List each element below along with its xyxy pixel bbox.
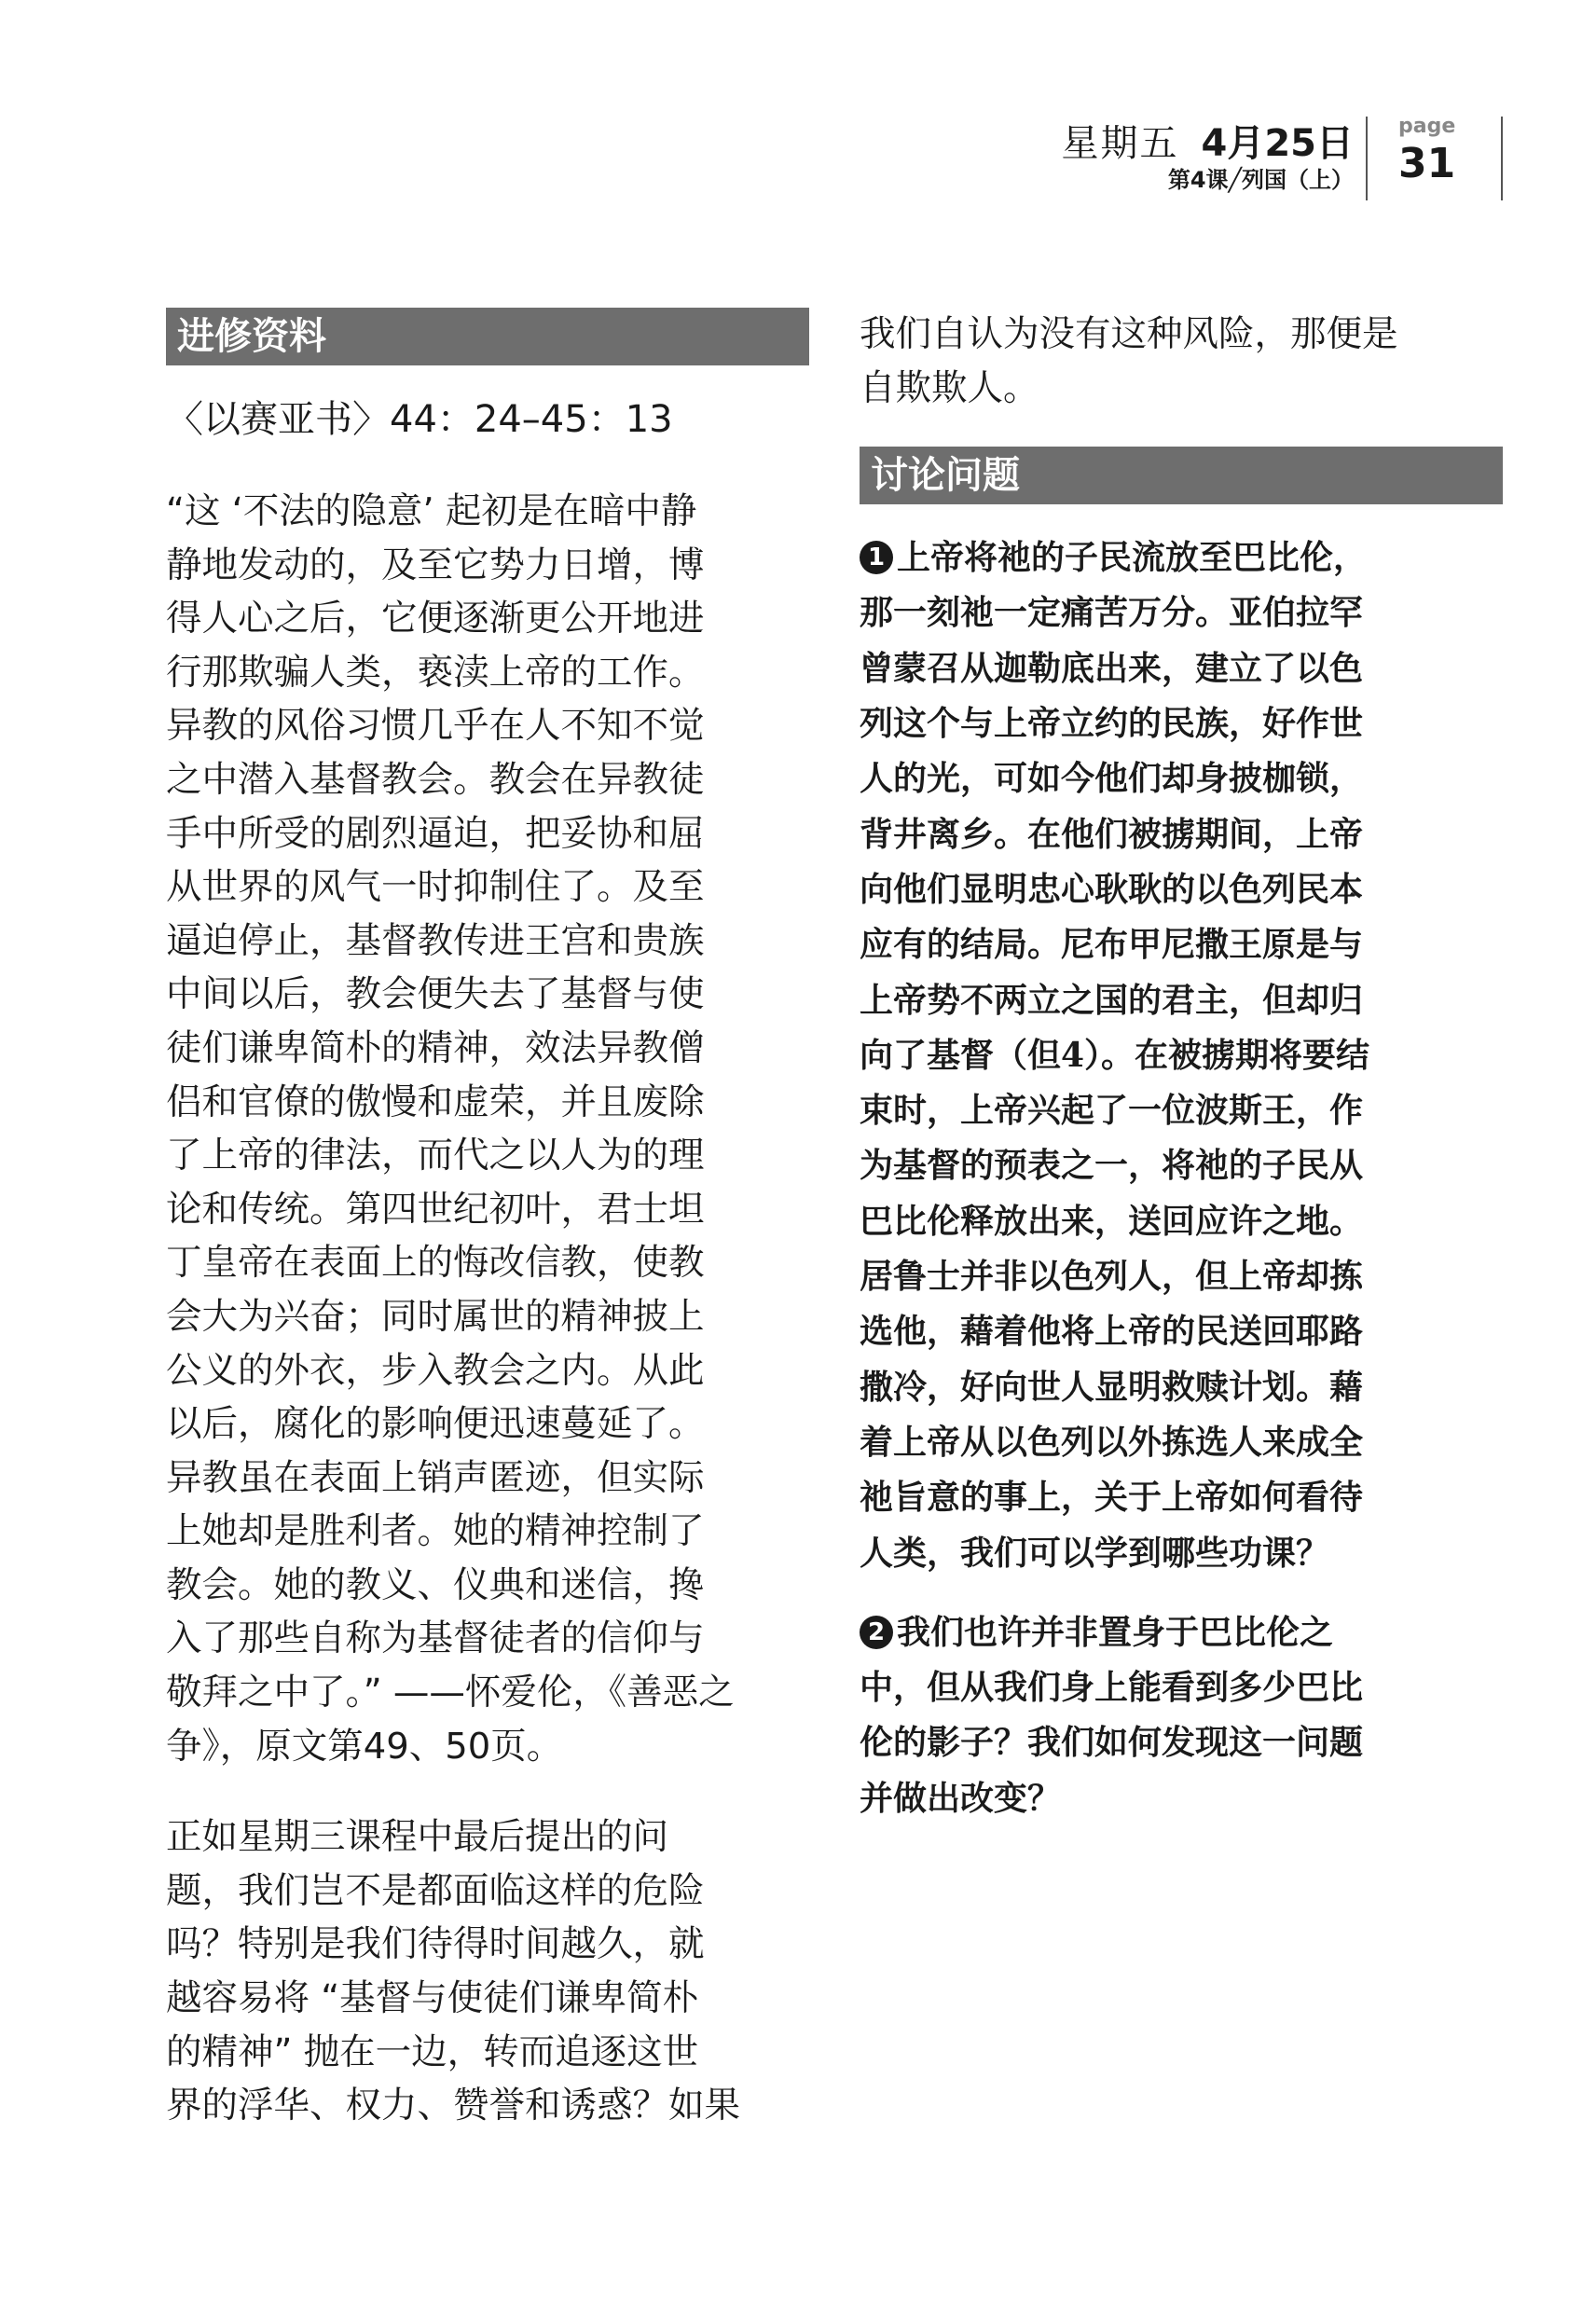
text-line: 教会。她的教义、仪典和迷信，搀 (166, 1563, 705, 1606)
text-line: 会大为兴奋；同时属世的精神披上 (166, 1295, 705, 1338)
text-line: 正如星期三课程中最后提出的问 (166, 1816, 669, 1859)
text-line: 伦的影子？我们如何发现这一问题 (860, 1723, 1364, 1763)
page-number: 31 (1398, 140, 1456, 187)
text-line: 入了那些自称为基督徒者的信仰与 (166, 1617, 705, 1660)
question-2 (860, 1605, 1503, 1826)
text-line: 丁皇帝在表面上的悔改信教，使教 (166, 1242, 705, 1285)
text-line: 巴比伦释放出来，送回应许之地。 (860, 1201, 1364, 1241)
text-line: 中，但从我们身上能看到多少巴比 (860, 1668, 1364, 1708)
text-line: 自欺欺人。 (860, 366, 1039, 409)
text-line: 手中所受的剧烈逼迫，把妥协和屈 (166, 812, 705, 855)
text-line: 着上帝从以色列以外拣选人来成全 (860, 1422, 1364, 1462)
text-line: 越容易将 “基督与使徒们谦卑简朴 (166, 1977, 699, 2020)
text-line: 了上帝的律法，而代之以人为的理 (166, 1135, 705, 1177)
text-line: 徒们谦卑简朴的精神，效法异教僧 (166, 1026, 705, 1069)
header-lesson: 第4课╱列国（上） (1167, 167, 1354, 193)
left-column (166, 308, 809, 2170)
text-line: 中间以后，教会便失去了基督与使 (166, 973, 705, 1016)
text-line: 上帝势不两立之国的君主，但却归 (860, 980, 1364, 1020)
text-line: 界的浮华、权力、赞誉和诱惑？如果 (166, 2085, 741, 2127)
text-line: 争》，原文第49、50页。 (166, 1725, 563, 1768)
text-line: “这 ‘不法的隐意’ 起初是在暗中静 (166, 490, 697, 532)
text-line: 公义的外衣，步入教会之内。从此 (166, 1349, 705, 1392)
question-1 (860, 530, 1503, 1581)
discussion-section-title: 讨论问题 (860, 447, 1503, 504)
text-line: 那一刻祂一定痛苦万分。亚伯拉罕 (860, 593, 1364, 633)
scripture-reference: 〈以赛亚书〉44：24–45：13 (166, 398, 673, 441)
text-line: 的精神” 抛在一边，转而追逐这世 (166, 2030, 699, 2073)
text-line: 我们也许并非置身于巴比伦之 (897, 1612, 1334, 1652)
text-line: 静地发动的，及至它势力日增，博 (166, 544, 705, 586)
text-line: 列这个与上帝立约的民族，好作世 (860, 704, 1364, 744)
text-line: 束时，上帝兴起了一位波斯王，作 (860, 1091, 1364, 1131)
text-line: 异教的风俗习惯几乎在人不知不觉 (166, 705, 705, 748)
text-line: 上她却是胜利者。她的精神控制了 (166, 1510, 705, 1553)
text-line: 之中潜入基督教会。教会在异教徒 (166, 758, 705, 801)
header-divider (1366, 117, 1368, 200)
text-line: 以后，腐化的影响便迅速蔓延了。 (166, 1403, 705, 1446)
quote-paragraph (166, 485, 809, 1773)
page-label: page (1398, 115, 1456, 138)
right-column (860, 308, 1503, 1851)
text-line: 曾蒙召从迦勒底出来，建立了以色 (860, 648, 1364, 688)
text-line: 为基督的预表之一，将祂的子民从 (860, 1146, 1364, 1186)
text-line: 向他们显明忠心耿耿的以色列民本 (860, 869, 1364, 909)
text-line: 应有的结局。尼布甲尼撒王原是与 (860, 925, 1364, 965)
text-line: 背井离乡。在他们被掳期间，上帝 (860, 814, 1364, 854)
text-line: 向了基督（但4）。在被掳期将要结 (860, 1035, 1370, 1075)
commentary-continuation (860, 308, 1503, 415)
header-weekday: 星期五 (1061, 122, 1179, 165)
text-line: 敬拜之中了。” ——怀爱伦，《善恶之 (166, 1672, 735, 1714)
text-line: 题，我们岂不是都面临这样的危险 (166, 1869, 705, 1912)
text-line: 并做出改变？ (860, 1778, 1062, 1818)
study-section-title: 进修资料 (166, 308, 809, 365)
text-line: 从世界的风气一时抑制住了。及至 (166, 866, 705, 909)
text-line: 人类，我们可以学到哪些功课？ (860, 1533, 1330, 1573)
text-line: 居鲁士并非以色列人，但上帝却拣 (860, 1257, 1364, 1297)
text-line: 异教虽在表面上销声匿迹，但实际 (166, 1456, 705, 1499)
text-line: 侣和官僚的傲慢和虚荣，并且废除 (166, 1080, 705, 1123)
text-line: 吗？特别是我们待得时间越久，就 (166, 1923, 705, 1966)
text-line: 我们自认为没有这种风险，那便是 (860, 313, 1398, 355)
text-line: 论和传统。第四世纪初叶，君士坦 (166, 1188, 705, 1231)
text-line: 得人心之后，它便逐渐更公开地进 (166, 598, 705, 640)
header-date: 4月25日 (1201, 122, 1354, 165)
commentary-paragraph (166, 1810, 809, 2133)
text-line: 人的光，可如今他们却身披枷锁， (860, 759, 1364, 799)
text-line: 祂旨意的事上，关于上帝如何看待 (860, 1478, 1364, 1518)
text-line: 撒冷，好向世人显明救赎计划。藉 (860, 1367, 1364, 1407)
question-number-badge: 2 (860, 1616, 893, 1649)
text-line: 选他，藉着他将上帝的民送回耶路 (860, 1312, 1364, 1352)
text-line: 逼迫停止，基督教传进王宫和贵族 (166, 919, 705, 962)
header-edge-divider (1501, 117, 1503, 200)
text-line: 上帝将祂的子民流放至巴比伦， (897, 538, 1368, 578)
text-line: 行那欺骗人类，亵渎上帝的工作。 (166, 651, 705, 694)
question-number-badge: 1 (860, 541, 893, 574)
page-header (1062, 121, 1355, 194)
page-number-box (1398, 114, 1464, 188)
